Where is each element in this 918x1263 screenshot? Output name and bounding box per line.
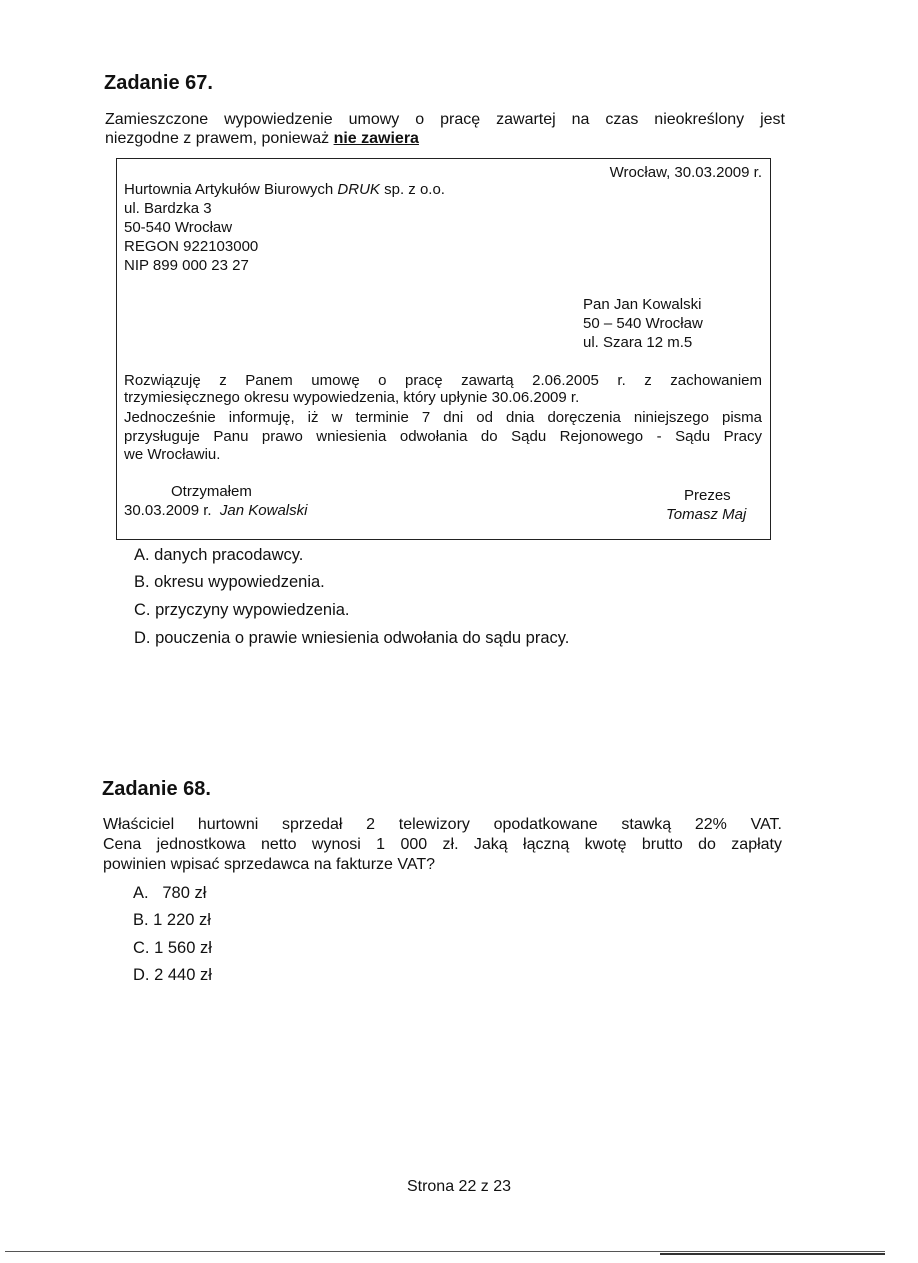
task-67-prompt-line-2 [105,129,419,148]
letter-received-line [124,501,307,520]
letter-body-line-4: przysługuje Panu prawo wniesienia odwołania do Sądu Rejonowego - Sądu Pracy [124,428,762,445]
letter-body-line-5: we Wrocławiu. [124,446,221,463]
letter-body-line-3: Jednocześnie informuję, iż w terminie 7 dni od dnia doręczenia niniejszego pisma [124,409,762,426]
letter-recipient-street: ul. Szara 12 m.5 [583,334,693,351]
letter-body-line-1: Rozwiązuję z Panem umowę o pracę zawartą 2.06.2005 r. z zachowaniem [124,372,762,389]
task-67-title: Zadanie 67. [104,72,213,94]
task-68-answer-a: A. 780 zł [133,884,207,902]
sender-name-suffix: sp. z o.o. [379,181,445,198]
received-date: 30.03.2009 r. [124,502,212,519]
letter-sender-city: 50-540 Wrocław [124,219,233,236]
task-68-title: Zadanie 68. [102,778,211,800]
bottom-rule-accent [660,1253,885,1255]
task-68-answer-b: B. 1 220 zł [133,911,211,929]
task-67-answer-d: D. pouczenia o prawie wniesienia odwołania do sądu pracy. [134,629,570,647]
task-67-answer-b: B. okresu wypowiedzenia. [134,573,325,591]
letter-sender-nip: NIP 899 000 23 27 [124,257,249,274]
letter-received-label: Otrzymałem [171,483,252,500]
letter-signer-name: Tomasz Maj [666,506,747,523]
task-67-answer-a: A. danych pracodawcy. [134,546,304,564]
letter-signer-title: Prezes [684,487,731,504]
letter-body-line-2: trzymiesięcznego okresu wypowiedzenia, który upłynie 30.06.2009 r. [124,389,580,406]
task-68-answer-d: D. 2 440 zł [133,966,212,984]
task-67-prompt-text: niezgodne z prawem, ponieważ [105,130,334,147]
letter-recipient-city: 50 – 540 Wrocław [583,315,703,332]
termination-letter [116,158,771,540]
bottom-rule [5,1251,885,1252]
letter-sender-regon: REGON 922103000 [124,238,259,255]
letter-place-date: Wrocław, 30.03.2009 r. [609,164,762,181]
task-68-prompt-line-2: Cena jednostkowa netto wynosi 1 000 zł. Jaką łączną kwotę brutto do zapłaty [103,836,782,853]
task-67-prompt-emphasis: nie zawiera [333,130,419,147]
page-footer: Strona 22 z 23 [406,1178,512,1195]
letter-recipient-name: Pan Jan Kowalski [583,296,702,313]
task-68-prompt-line-1: Właściciel hurtowni sprzedał 2 telewizory opodatkowane stawką 22% VAT. [103,816,782,833]
letter-sender-name [124,180,445,199]
task-67-answer-c: C. przyczyny wypowiedzenia. [134,601,350,619]
task-67-prompt-line-1: Zamieszczone wypowiedzenie umowy o pracę zawartej na czas nieokreślony jest [105,111,785,128]
task-68-prompt-line-3: powinien wpisać sprzedawca na fakturze VAT? [103,856,436,873]
sender-name-brand: DRUK [337,181,380,198]
sender-name-prefix: Hurtownia Artykułów Biurowych [124,181,338,198]
letter-sender-street: ul. Bardzka 3 [124,200,212,217]
received-signature: Jan Kowalski [219,502,308,519]
task-68-answer-c: C. 1 560 zł [133,939,212,957]
